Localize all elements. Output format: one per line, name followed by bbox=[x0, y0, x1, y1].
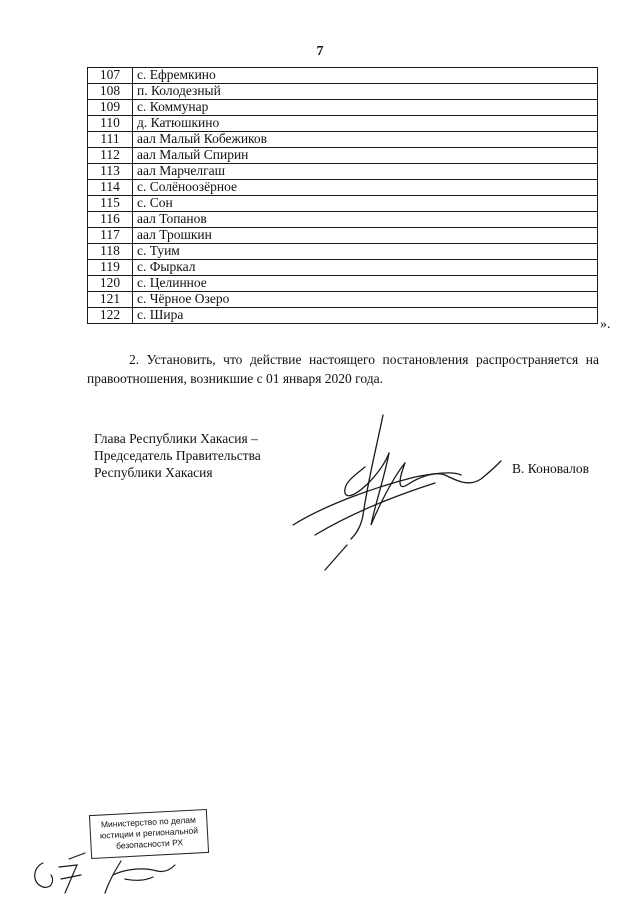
handwritten-signature bbox=[285, 405, 515, 575]
table-row bbox=[88, 276, 598, 292]
settlement-name: с. Солёноозёрное bbox=[133, 180, 598, 196]
row-number: 115 bbox=[88, 196, 133, 212]
row-number: 109 bbox=[88, 100, 133, 116]
settlement-name: с. Коммунар bbox=[133, 100, 598, 116]
settlements-table bbox=[87, 67, 598, 324]
row-number: 114 bbox=[88, 180, 133, 196]
settlement-name: с. Фыркал bbox=[133, 260, 598, 276]
row-number: 108 bbox=[88, 84, 133, 100]
page-number: 7 bbox=[316, 44, 324, 59]
settlement-name: с. Ефремкино bbox=[133, 68, 598, 84]
settlement-name: с. Шира bbox=[133, 308, 598, 324]
table-row bbox=[88, 212, 598, 228]
closing-quote: ». bbox=[600, 317, 611, 332]
handwritten-initials bbox=[25, 845, 185, 897]
table-row bbox=[88, 308, 598, 324]
table-row bbox=[88, 260, 598, 276]
settlement-name: аал Трошкин bbox=[133, 228, 598, 244]
table-row bbox=[88, 84, 598, 100]
table-row bbox=[88, 132, 598, 148]
table-row bbox=[88, 68, 598, 84]
settlement-name: аал Малый Спирин bbox=[133, 148, 598, 164]
settlement-name: аал Малый Кобежиков bbox=[133, 132, 598, 148]
settlements-table-body bbox=[88, 68, 598, 324]
row-number: 119 bbox=[88, 260, 133, 276]
resolution-paragraph: 2. Установить, что действие настоящего постановления распространяется на правоотношения, возникшие с 01 января 2020 года. bbox=[87, 352, 599, 386]
table-row bbox=[88, 116, 598, 132]
row-number: 110 bbox=[88, 116, 133, 132]
table-row bbox=[88, 292, 598, 308]
table-row bbox=[88, 244, 598, 260]
table-row bbox=[88, 228, 598, 244]
table-row bbox=[88, 196, 598, 212]
stamp-line: Министерство по делам bbox=[100, 814, 197, 830]
row-number: 121 bbox=[88, 292, 133, 308]
settlement-name: п. Колодезный bbox=[133, 84, 598, 100]
row-number: 116 bbox=[88, 212, 133, 228]
signatory-title-line: Республики Хакасия bbox=[94, 465, 213, 480]
settlement-name: с. Сон bbox=[133, 196, 598, 212]
row-number: 118 bbox=[88, 244, 133, 260]
stamp-line: безопасности РХ bbox=[115, 837, 184, 851]
row-number: 111 bbox=[88, 132, 133, 148]
row-number: 117 bbox=[88, 228, 133, 244]
signatory-title-line: Глава Республики Хакасия – bbox=[94, 431, 258, 446]
row-number: 120 bbox=[88, 276, 133, 292]
table-row bbox=[88, 164, 598, 180]
row-number: 112 bbox=[88, 148, 133, 164]
table-row bbox=[88, 100, 598, 116]
table-row bbox=[88, 148, 598, 164]
settlement-name: с. Туим bbox=[133, 244, 598, 260]
settlement-name: аал Марчелгаш bbox=[133, 164, 598, 180]
signatory-title bbox=[94, 430, 261, 481]
settlement-name: аал Топанов bbox=[133, 212, 598, 228]
signatory-title-line: Председатель Правительства bbox=[94, 448, 261, 463]
row-number: 122 bbox=[88, 308, 133, 324]
table-row bbox=[88, 180, 598, 196]
row-number: 113 bbox=[88, 164, 133, 180]
row-number: 107 bbox=[88, 68, 133, 84]
settlement-name: д. Катюшкино bbox=[133, 116, 598, 132]
signer-name: В. Коновалов bbox=[512, 461, 589, 476]
stamp-line: юстиции и региональной bbox=[99, 825, 199, 841]
settlement-name: с. Чёрное Озеро bbox=[133, 292, 598, 308]
settlement-name: с. Целинное bbox=[133, 276, 598, 292]
